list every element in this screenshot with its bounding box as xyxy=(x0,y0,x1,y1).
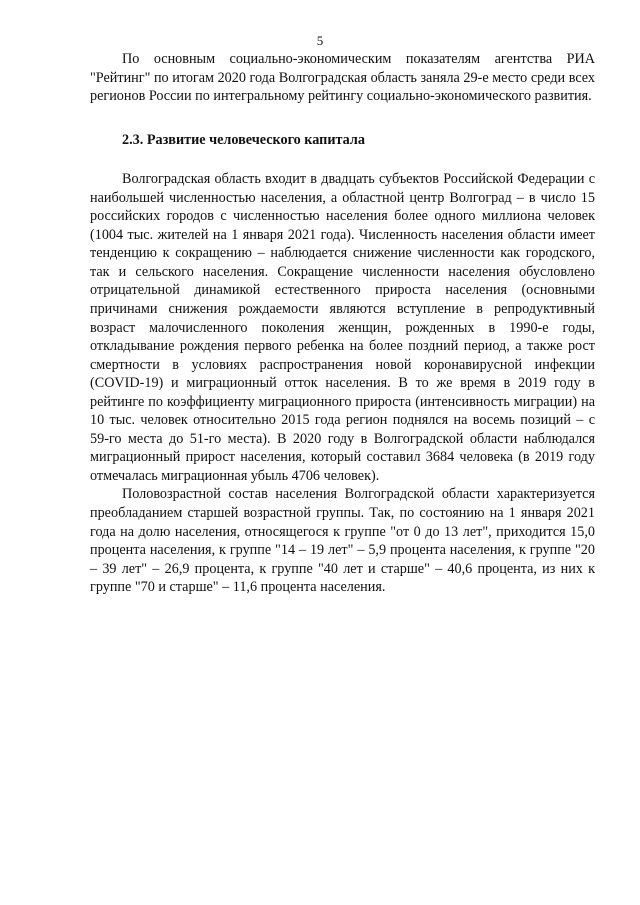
page-number: 5 xyxy=(316,33,324,48)
paragraph-population: Волгоградская область входит в двадцать субъектов Российской Федерации с наибольшей численностью населения, а областной центр Волгоград – в число 15 российских городов с численностью населения более одного миллиона человек (1004 тыс. жителей на 1 января 2021 года). Численность населения области имеет тенденцию к сокращению – наблюдается снижение численности как городского, так и сельского населения. Сокращение численности населения обусловлено отрицательной динамикой естественного прироста населения (основными причинами снижения рождаемости являются вступление в репродуктивный возраст малочисленного поколения женщин, рожденных в 1990-е годы, откладывание рождения первого ребенка на более поздний период, а также рост смертности в условиях распространения новой коронавирусной инфекции (COVID-19) и миграционный отток населения. В то же время в 2019 году в рейтинге по коэффициенту миграционного прироста (интенсивность миграции) на 10 тыс. человек относительно 2015 года регион поднялся на восемь позиций – с 59-го места до 51-го места). В 2020 году в Волгоградской области наблюдался миграционный прирост населения, который составил 3684 человека (в 2019 году отмечалась миграционная убыль 4706 человек). xyxy=(90,171,595,484)
document-body xyxy=(90,50,595,597)
paragraph-age-structure: Половозрастной состав населения Волгоградской области характеризуется преобладанием старшей возрастной группы. Так, по состоянию на 1 января 2021 года на долю населения, относящегося к группе "от 0 до 13 лет", приходится 15,0 процента населения, к группе "14 – 19 лет" – 5,9 процента населения, к группе "20 – 39 лет" – 26,9 процента, к группе "40 лет и старше" – 40,6 процента, из них к группе "70 и старше" – 11,6 процента населения. xyxy=(90,486,595,596)
section-heading: 2.3. Развитие человеческого капитала xyxy=(122,131,365,148)
paragraph-rating: По основным социально-экономическим показателям агентства РИА "Рейтинг" по итогам 2020 года Волгоградская область заняла 29-е место среди всех регионов России по интегральному рейтингу социально-экономического развития. xyxy=(90,51,595,105)
